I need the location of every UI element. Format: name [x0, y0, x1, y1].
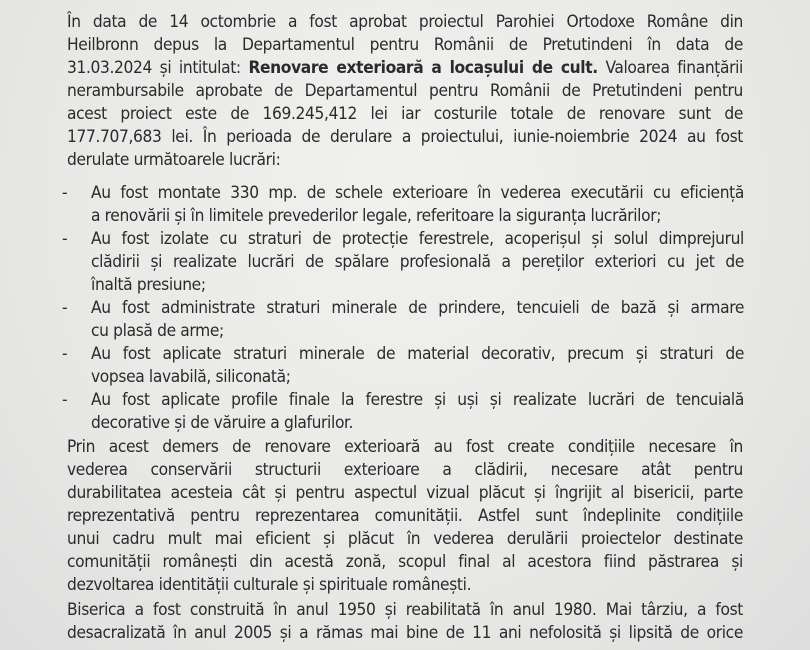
- bullet-dash: -: [62, 183, 68, 203]
- list-item: [60, 182, 744, 228]
- list-item: [60, 228, 744, 297]
- bullet-dash: -: [62, 390, 68, 410]
- bullet-dash: -: [62, 298, 68, 318]
- text-line: Au fost aplicate straturi minerale de material decorativ, precum și straturi de: [91, 344, 744, 364]
- text-line: Heilbronn depus la Departamentul pentru Românii de Pretutindeni în data de: [67, 35, 743, 55]
- paragraph-renovation-purpose: [67, 436, 743, 597]
- text-line: vederea conservării structurii exterioare a clădirii, necesare atât pentru: [67, 460, 743, 480]
- text-line: În data de 14 octombrie a fost aprobat proiectul Parohiei Ortodoxe Române din: [67, 12, 743, 32]
- text-line: derulate următoarele lucrări:: [67, 150, 281, 170]
- text-line: reprezentativă pentru reprezentarea comunității. Astfel sunt îndeplinite condițiile: [67, 506, 743, 526]
- paragraph-project-approval: [67, 11, 743, 172]
- text-line: cu plasă de arme;: [91, 321, 224, 341]
- text-line: dezvoltarea identității culturale și spirituale românești.: [67, 575, 472, 595]
- text-line: comunității românești din acestă zonă, scopul final al acestora fiind păstrarea și: [67, 552, 743, 572]
- text-line: Au fost administrate straturi minerale de prindere, tencuieli de bază și armare: [91, 298, 744, 318]
- text-fragment: Valoarea finanțării: [597, 58, 744, 78]
- text-line: vopsea lavabilă, siliconată;: [91, 367, 291, 387]
- text-line: 177.707,683 lei. În perioada de derulare a proiectului, iunie-noiembrie 2024 au fost: [67, 127, 743, 147]
- text-line: acest proiect este de 169.245,412 lei iar costurile totale de renovare sunt de: [67, 104, 743, 124]
- bullet-dash: -: [62, 229, 68, 249]
- text-line: nerambursabile aprobate de Departamentul pentru Românii de Pretutindeni pentru: [67, 81, 743, 101]
- text-line: Au fost izolate cu straturi de protecție ferestrele, acoperișul și solul dimprejurul: [91, 229, 744, 249]
- text-line: [67, 57, 743, 80]
- text-line: Au fost aplicate profile finale la ferestre și uși și realizate lucrări de tencuială: [91, 390, 744, 410]
- text-line: Au fost montate 330 mp. de schele exterioare în vederea executării cu eficiență: [91, 183, 744, 203]
- bullet-dash: -: [62, 344, 68, 364]
- text-fragment: 31.03.2024 și intitulat:: [67, 58, 249, 78]
- text-line: unui cadru mult mai eficient și plăcut în vederea derulării proiectelor destinate: [67, 529, 743, 549]
- text-line: Biserica a fost construită în anul 1950 și reabilitată în anul 1980. Mai târziu, a fost: [67, 600, 743, 620]
- works-list: [60, 182, 744, 435]
- text-line: a renovării și în limitele prevederilor legale, referitoare la siguranța lucrărilor;: [91, 206, 662, 226]
- text-line: desacralizată în anul 2005 și a rămas mai bine de 11 ani nefolosită și lipsită de orice: [67, 623, 743, 643]
- text-line: durabilitatea acesteia cât și pentru aspectul vizual plăcut și îngrijit al bisericii, parte: [67, 483, 743, 503]
- text-line: Prin acest demers de renovare exterioară au fost create condițiile necesare în: [67, 437, 743, 457]
- text-line: înaltă presiune;: [91, 275, 206, 295]
- list-item: [60, 343, 744, 389]
- text-line: clădirii și realizate lucrări de spălare profesională a pereților exteriori cu jet de: [91, 252, 744, 272]
- paragraph-church-history: [67, 599, 743, 645]
- list-item: [60, 389, 744, 435]
- list-item: [60, 297, 744, 343]
- text-line: decorative și de văruire a glafurilor.: [91, 413, 354, 433]
- project-title-bold: Renovare exterioară a locașului de cult.: [248, 58, 598, 78]
